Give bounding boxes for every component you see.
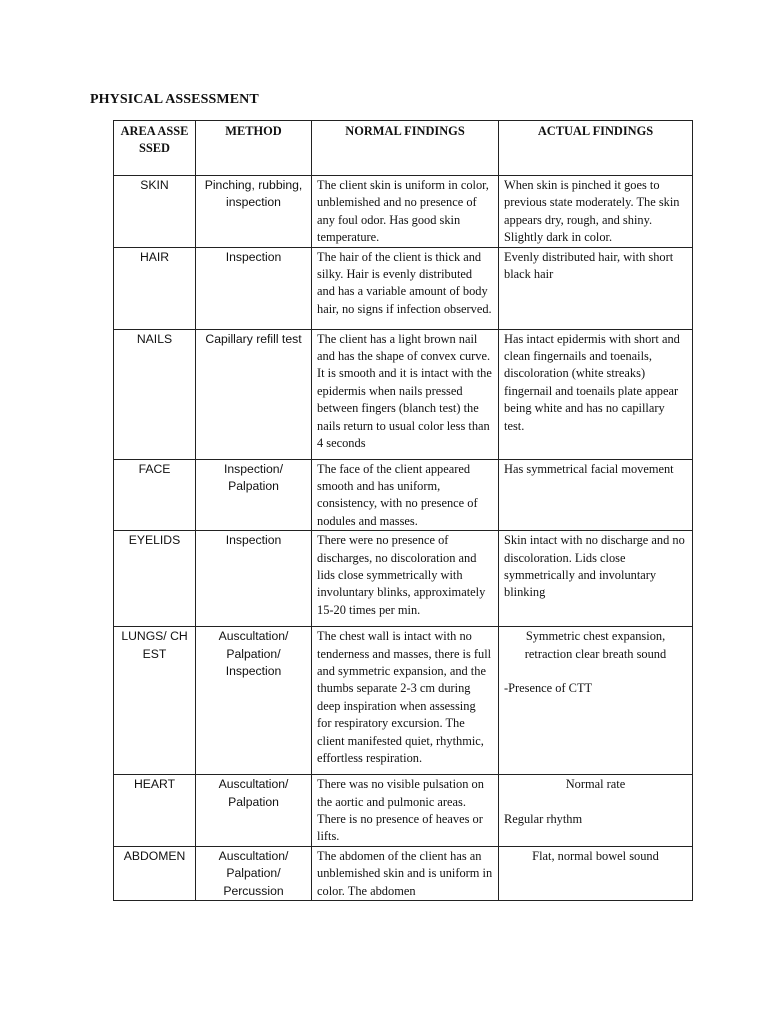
normal-findings-cell: The client has a light brown nail and has the shape of convex curve. It is smooth and it is intact with the epidermis when nails pressed between fingers (blanch test) the nails return to usual color less than 4 seconds — [312, 329, 499, 459]
table-row — [114, 247, 693, 329]
table-row — [114, 775, 693, 847]
normal-findings-cell: There were no presence of discharges, no discoloration and lids close symmetrically with involuntary blinks, approximately 15-20 times per min. — [312, 531, 499, 627]
area-cell: NAILS — [114, 329, 196, 459]
method-cell: Pinching, rubbing, inspection — [196, 176, 312, 248]
area-cell: EYELIDS — [114, 531, 196, 627]
area-cell: SKIN — [114, 176, 196, 248]
table-row — [114, 329, 693, 459]
area-cell: FACE — [114, 459, 196, 531]
method-cell: Auscultation/ Palpation/ Inspection — [196, 627, 312, 775]
area-cell: HAIR — [114, 247, 196, 329]
actual-findings-cell: Evenly distributed hair, with short black hair — [499, 247, 693, 329]
table-row — [114, 846, 693, 900]
table-row — [114, 176, 693, 248]
normal-findings-cell: The hair of the client is thick and silky. Hair is evenly distributed and has a variable amount of body hair, no signs if infection observed. — [312, 247, 499, 329]
header-method: METHOD — [196, 121, 312, 176]
actual-findings-line: Normal rate — [565, 777, 626, 792]
actual-findings-cell: Skin intact with no discharge and no discoloration. Lids close symmetrically and involuntary blinking — [499, 531, 693, 627]
document-title: PHYSICAL ASSESSMENT — [90, 92, 259, 107]
header-actual-findings: ACTUAL FINDINGS — [499, 121, 693, 176]
table-row — [114, 459, 693, 531]
header-normal-findings: NORMAL FINDINGS — [312, 121, 499, 176]
method-cell: Auscultation/ Palpation — [196, 775, 312, 847]
normal-findings-cell: The client skin is uniform in color, unblemished and no presence of any foul odor. Has good skin temperature. — [312, 176, 499, 248]
area-cell: ABDOMEN — [114, 846, 196, 900]
method-cell: Inspection — [196, 247, 312, 329]
method-cell: Inspection/ Palpation — [196, 459, 312, 531]
method-cell: Auscultation/ Palpation/ Percussion — [196, 846, 312, 900]
area-cell: LUNGS/ CHEST — [114, 627, 196, 775]
actual-findings-line: Regular rhythm — [504, 811, 583, 826]
actual-findings-cell — [499, 775, 693, 847]
actual-findings-line: -Presence of CTT — [504, 681, 593, 696]
table-header-row — [114, 121, 693, 176]
header-area-assessed: AREA ASSESSED — [114, 121, 196, 176]
actual-findings-line: Flat, normal bowel sound — [532, 848, 659, 863]
normal-findings-cell: There was no visible pulsation on the aortic and pulmonic areas. There is no presence of heaves or lifts. — [312, 775, 499, 847]
actual-findings-cell — [499, 627, 693, 775]
normal-findings-cell: The abdomen of the client has an unblemished skin and is uniform in color. The abdomen — [312, 846, 499, 900]
method-cell: Capillary refill test — [196, 329, 312, 459]
actual-findings-line: Symmetric chest expansion, retraction clear breath sound — [524, 629, 667, 661]
actual-findings-cell: When skin is pinched it goes to previous state moderately. The skin appears dry, rough, and shiny. Slightly dark in color. — [499, 176, 693, 248]
actual-findings-cell — [499, 846, 693, 900]
actual-findings-cell: Has intact epidermis with short and clean fingernails and toenails, discoloration (white streaks) fingernail and toenails plate appear being white and has no capillary test. — [499, 329, 693, 459]
actual-findings-cell: Has symmetrical facial movement — [499, 459, 693, 531]
normal-findings-cell: The chest wall is intact with no tenderness and masses, there is full and symmetric expansion, and the thumbs separate 2-3 cm during deep inspiration when assessing for respiratory excursion. The client manifested quiet, rhythmic, effortless respiration. — [312, 627, 499, 775]
method-cell: Inspection — [196, 531, 312, 627]
assessment-table — [113, 120, 693, 901]
table-row — [114, 627, 693, 775]
area-cell: HEART — [114, 775, 196, 847]
table-row — [114, 531, 693, 627]
normal-findings-cell: The face of the client appeared smooth and has uniform, consistency, with no presence of nodules and masses. — [312, 459, 499, 531]
